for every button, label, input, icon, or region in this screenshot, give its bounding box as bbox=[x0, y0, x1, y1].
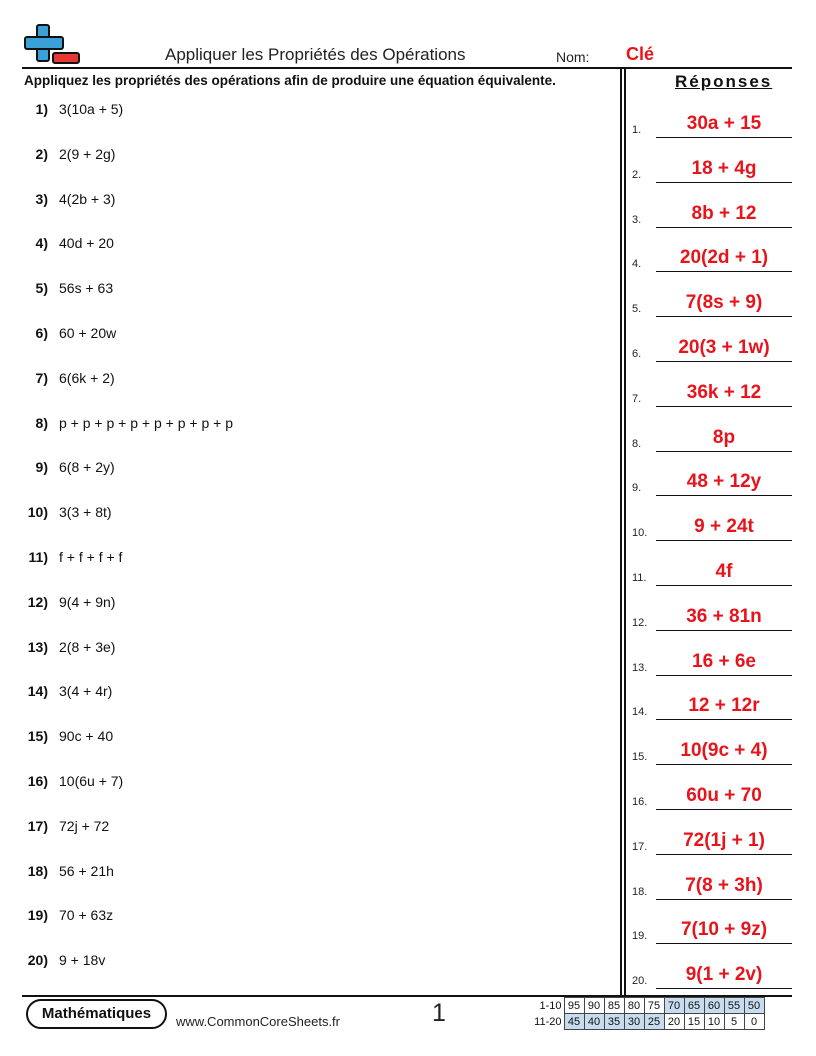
answer-value: 10(9c + 4) bbox=[680, 740, 768, 762]
score-cell: 65 bbox=[684, 998, 704, 1014]
problem-number: 5) bbox=[35, 280, 48, 297]
answer-item bbox=[632, 456, 794, 496]
problem-expression: 4(2b + 3) bbox=[59, 190, 116, 207]
problem-number: 20) bbox=[27, 952, 48, 969]
score-cell: 60 bbox=[704, 998, 724, 1014]
answer-item bbox=[632, 860, 794, 900]
problem-number: 18) bbox=[27, 862, 48, 879]
answer-item bbox=[632, 322, 794, 362]
answer-line bbox=[656, 137, 792, 138]
answer-item bbox=[632, 725, 794, 765]
problem-number: 12) bbox=[27, 593, 48, 610]
problem-item bbox=[0, 952, 600, 972]
answer-item bbox=[632, 98, 794, 138]
score-cell: 45 bbox=[564, 1014, 584, 1030]
answer-line bbox=[656, 719, 792, 720]
score-cell: 95 bbox=[564, 998, 584, 1014]
answer-line bbox=[656, 227, 792, 228]
answer-value: 16 + 6e bbox=[692, 650, 756, 672]
problem-expression: 70 + 63z bbox=[59, 907, 114, 924]
answer-line bbox=[656, 406, 792, 407]
score-row bbox=[528, 998, 764, 1014]
answer-item bbox=[632, 815, 794, 855]
answer-number: 2. bbox=[632, 168, 642, 181]
answer-item bbox=[632, 277, 794, 317]
problem-expression: 2(9 + 2g) bbox=[59, 145, 116, 162]
answer-number: 14. bbox=[632, 706, 648, 719]
problem-item bbox=[0, 907, 600, 927]
answer-line bbox=[656, 451, 792, 452]
problem-number: 9) bbox=[35, 459, 48, 476]
score-cell: 5 bbox=[724, 1014, 744, 1030]
answer-value: 20(3 + 1w) bbox=[678, 337, 770, 358]
answer-value: 72(1j + 1) bbox=[683, 829, 765, 851]
answer-value: 7(8s + 9) bbox=[685, 292, 763, 314]
answer-value: 7(10 + 9z) bbox=[680, 919, 768, 941]
score-cell: 25 bbox=[644, 1014, 664, 1030]
answer-line bbox=[656, 764, 792, 765]
answer-value: 9(1 + 2v) bbox=[685, 964, 763, 986]
website-link[interactable]: www.CommonCoreSheets.fr bbox=[176, 1014, 340, 1029]
answer-value: 7(8 + 3h) bbox=[685, 874, 763, 896]
problem-expression: 40d + 20 bbox=[59, 235, 114, 252]
score-cell: 50 bbox=[744, 998, 764, 1014]
answer-value: 9 + 24t bbox=[694, 516, 754, 538]
answer-line bbox=[656, 899, 792, 900]
answer-value: 8p bbox=[712, 426, 736, 448]
problem-expression: 10(6u + 7) bbox=[59, 773, 124, 789]
subject-badge: Mathématiques bbox=[26, 999, 167, 1029]
problem-number: 2) bbox=[35, 145, 48, 162]
problem-number: 7) bbox=[35, 369, 48, 386]
score-cell: 0 bbox=[744, 1014, 764, 1030]
answer-number: 7. bbox=[632, 392, 642, 405]
answer-line bbox=[656, 361, 792, 362]
answer-number: 15. bbox=[632, 751, 648, 764]
problem-expression: f + f + f + f bbox=[59, 549, 123, 565]
problem-number: 14) bbox=[27, 683, 48, 700]
problem-expression: 3(4 + 4r) bbox=[59, 683, 113, 700]
answer-item bbox=[632, 367, 794, 407]
answer-number: 4. bbox=[632, 258, 642, 271]
plus-horizontal-bar bbox=[24, 36, 64, 50]
answer-column-divider bbox=[620, 68, 622, 995]
problem-expression: 90c + 40 bbox=[59, 728, 114, 745]
problem-item bbox=[0, 235, 600, 255]
problem-number: 6) bbox=[35, 325, 48, 341]
score-cell: 35 bbox=[604, 1014, 624, 1030]
problem-expression: 2(8 + 3e) bbox=[59, 638, 116, 655]
answer-line bbox=[656, 495, 792, 496]
problem-item bbox=[0, 549, 600, 569]
problem-number: 4) bbox=[35, 235, 48, 252]
answer-line bbox=[656, 271, 792, 272]
answer-value: 20(2d + 1) bbox=[679, 247, 769, 269]
problem-number: 3) bbox=[35, 190, 48, 207]
problem-item bbox=[0, 594, 600, 614]
top-divider bbox=[22, 67, 792, 69]
problem-item bbox=[0, 773, 600, 793]
problem-item bbox=[0, 639, 600, 659]
problem-number: 11) bbox=[28, 549, 48, 565]
problem-expression: 60 + 20w bbox=[59, 325, 117, 341]
answer-number: 8. bbox=[632, 437, 642, 450]
score-cell: 30 bbox=[624, 1014, 644, 1030]
problem-expression: 9(4 + 9n) bbox=[59, 593, 116, 610]
score-cell: 90 bbox=[584, 998, 604, 1014]
answer-line bbox=[656, 675, 792, 676]
answer-value: 36k + 12 bbox=[686, 381, 762, 403]
problem-number: 8) bbox=[35, 414, 48, 431]
problem-number: 19) bbox=[27, 907, 48, 924]
answer-number: 6. bbox=[632, 348, 642, 360]
answer-line bbox=[656, 809, 792, 810]
problem-item bbox=[0, 459, 600, 479]
worksheet-logo-icon bbox=[22, 24, 80, 68]
answer-item bbox=[632, 188, 794, 228]
answer-line bbox=[656, 585, 792, 586]
answer-number: 17. bbox=[632, 840, 648, 853]
score-cell: 10 bbox=[704, 1014, 724, 1030]
answer-line bbox=[656, 316, 792, 317]
answer-value: 8b + 12 bbox=[691, 202, 757, 224]
answer-number: 19. bbox=[632, 930, 648, 943]
problem-expression: 6(8 + 2y) bbox=[59, 459, 115, 476]
score-cell: 80 bbox=[624, 998, 644, 1014]
answer-line bbox=[656, 540, 792, 541]
problem-expression: 9 + 18v bbox=[59, 952, 106, 969]
answer-number: 13. bbox=[632, 661, 648, 674]
problem-number: 1) bbox=[35, 101, 48, 117]
problem-item bbox=[0, 504, 600, 524]
score-cell: 85 bbox=[604, 998, 624, 1014]
answer-item bbox=[632, 770, 794, 810]
name-value: Clé bbox=[626, 44, 655, 64]
answer-line bbox=[656, 182, 792, 183]
answer-line bbox=[656, 630, 792, 631]
answer-value: 12 + 12r bbox=[688, 695, 760, 717]
answer-line bbox=[656, 988, 792, 989]
problem-item bbox=[0, 280, 600, 300]
page-number: 1 bbox=[432, 999, 446, 1027]
problem-number: 17) bbox=[27, 817, 48, 834]
problem-expression: 6(6k + 2) bbox=[59, 369, 115, 386]
answer-number: 10. bbox=[632, 527, 648, 540]
answer-value: 60u + 70 bbox=[686, 785, 762, 806]
answer-item bbox=[632, 591, 794, 631]
problem-item bbox=[0, 818, 600, 838]
answer-number: 3. bbox=[632, 213, 642, 226]
answer-number: 1. bbox=[632, 124, 642, 136]
answer-item bbox=[632, 143, 794, 183]
answer-number: 16. bbox=[632, 796, 648, 808]
answer-item bbox=[632, 546, 794, 586]
problem-number: 13) bbox=[27, 638, 48, 655]
score-cell: 70 bbox=[664, 998, 684, 1014]
problem-expression: 3(10a + 5) bbox=[59, 101, 124, 117]
answer-value: 36 + 81n bbox=[686, 605, 762, 627]
answer-value: 48 + 12y bbox=[686, 471, 762, 493]
answer-item bbox=[632, 232, 794, 272]
problem-item bbox=[0, 863, 600, 883]
score-cell: 75 bbox=[644, 998, 664, 1014]
problem-expression: 3(3 + 8t) bbox=[59, 504, 112, 521]
answer-line bbox=[656, 943, 792, 944]
answer-number: 12. bbox=[632, 616, 648, 629]
problem-item bbox=[0, 101, 600, 121]
instructions: Appliquez les propriétés des opérations afin de produire une équation équivalente. bbox=[24, 73, 556, 88]
problem-expression: 56s + 63 bbox=[59, 280, 114, 297]
score-cell: 20 bbox=[664, 1014, 684, 1030]
score-cell: 15 bbox=[684, 1014, 704, 1030]
minus-bar bbox=[52, 52, 80, 64]
problem-item bbox=[0, 325, 600, 345]
answer-value: 4f bbox=[715, 561, 733, 582]
answer-number: 9. bbox=[632, 482, 642, 495]
score-cell: 55 bbox=[724, 998, 744, 1014]
problem-expression: 72j + 72 bbox=[59, 817, 110, 834]
problem-item bbox=[0, 146, 600, 166]
problem-item bbox=[0, 191, 600, 211]
page-title: Appliquer les Propriétés des Opérations bbox=[165, 45, 466, 64]
answer-item bbox=[632, 412, 794, 452]
answer-item bbox=[632, 501, 794, 541]
answer-item bbox=[632, 949, 794, 989]
answer-item bbox=[632, 680, 794, 720]
answer-value: 18 + 4g bbox=[691, 157, 757, 179]
answers-heading: Réponses bbox=[675, 72, 773, 91]
problem-expression: 56 + 21h bbox=[59, 862, 114, 879]
problem-number: 10) bbox=[27, 504, 48, 521]
name-label: Nom: bbox=[556, 49, 590, 65]
answer-column-divider-inner bbox=[624, 68, 626, 995]
problem-item bbox=[0, 728, 600, 748]
answer-item bbox=[632, 636, 794, 676]
problem-item bbox=[0, 415, 600, 435]
answer-item bbox=[632, 904, 794, 944]
problem-number: 16) bbox=[27, 773, 48, 789]
problem-number: 15) bbox=[27, 728, 48, 745]
problem-item bbox=[0, 683, 600, 703]
answer-number: 11. bbox=[632, 572, 647, 584]
answer-number: 20. bbox=[632, 975, 648, 988]
answer-value: 30a + 15 bbox=[686, 113, 762, 134]
score-table bbox=[528, 997, 765, 1030]
answer-number: 5. bbox=[632, 303, 642, 316]
score-row-label: 11-20 bbox=[534, 1015, 562, 1028]
score-row bbox=[528, 1014, 764, 1030]
problem-item bbox=[0, 370, 600, 390]
answer-line bbox=[656, 854, 792, 855]
problem-expression: p + p + p + p + p + p + p + p bbox=[59, 414, 233, 431]
answer-number: 18. bbox=[632, 885, 648, 898]
score-cell: 40 bbox=[584, 1014, 604, 1030]
score-row-label: 1-10 bbox=[539, 999, 562, 1012]
